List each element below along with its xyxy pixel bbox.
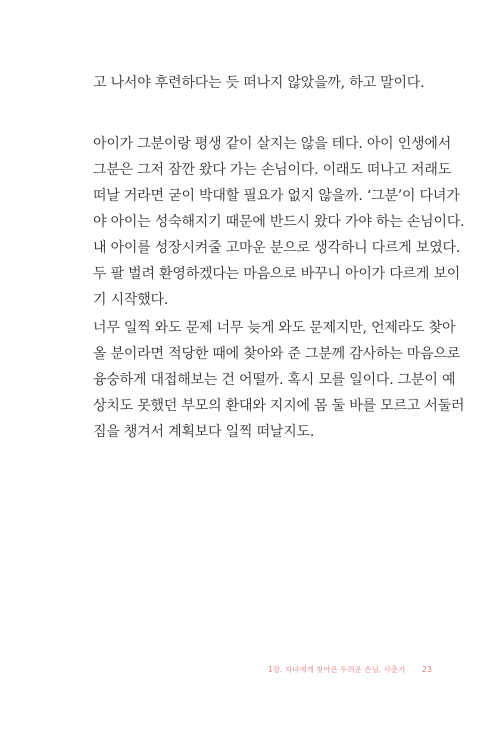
body-line-2: 아이가 그분이랑 평생 같이 살지는 않을 테다. 아이 인생에서 <box>93 136 452 152</box>
body-line-8: 기 시작했다. <box>93 292 169 308</box>
body-line-6: 내 아이를 성장시켜줄 고마운 분으로 생각하니 다르게 보였다. <box>93 240 461 256</box>
body-line-10: 올 분이라면 적당한 때에 찾아와 준 그분께 감사하는 마음으로 <box>93 346 461 362</box>
body-line-3: 그분은 그저 잠깐 왔다 가는 손님이다. 이래도 떠나고 저래도 <box>93 162 452 178</box>
body-line-5: 야 아이는 성숙해지기 때문에 반드시 왔다 가야 하는 손님이다. <box>93 214 465 230</box>
body-line-1: 고 나서야 후련하다는 듯 떠나지 않았을까, 하고 말이다. <box>93 75 425 91</box>
page-footer <box>268 664 432 675</box>
body-line-12: 상치도 못했던 부모의 환대와 지지에 몸 둘 바를 모르고 서둘러 <box>93 398 465 414</box>
body-line-7: 두 팔 벌려 환영하겠다는 마음으로 바꾸니 아이가 다르게 보이 <box>93 266 461 282</box>
body-line-9: 너무 일찍 와도 문제 너무 늦게 와도 문제지만, 언제라도 찾아 <box>93 320 456 336</box>
chapter-title: 1장. 자녀에게 찾아온 두려운 손님, 사춘기 <box>268 665 406 674</box>
page-number: 23 <box>421 665 432 674</box>
body-line-11: 융숭하게 대접해보는 건 어떨까. 혹시 모를 일이다. 그분이 예 <box>93 372 456 388</box>
body-line-13: 짐을 챙겨서 계획보다 일찍 떠날지도. <box>93 424 315 440</box>
body-line-4: 떠날 거라면 굳이 박대할 필요가 없지 않을까. ‘그분’이 다녀가 <box>93 188 460 204</box>
